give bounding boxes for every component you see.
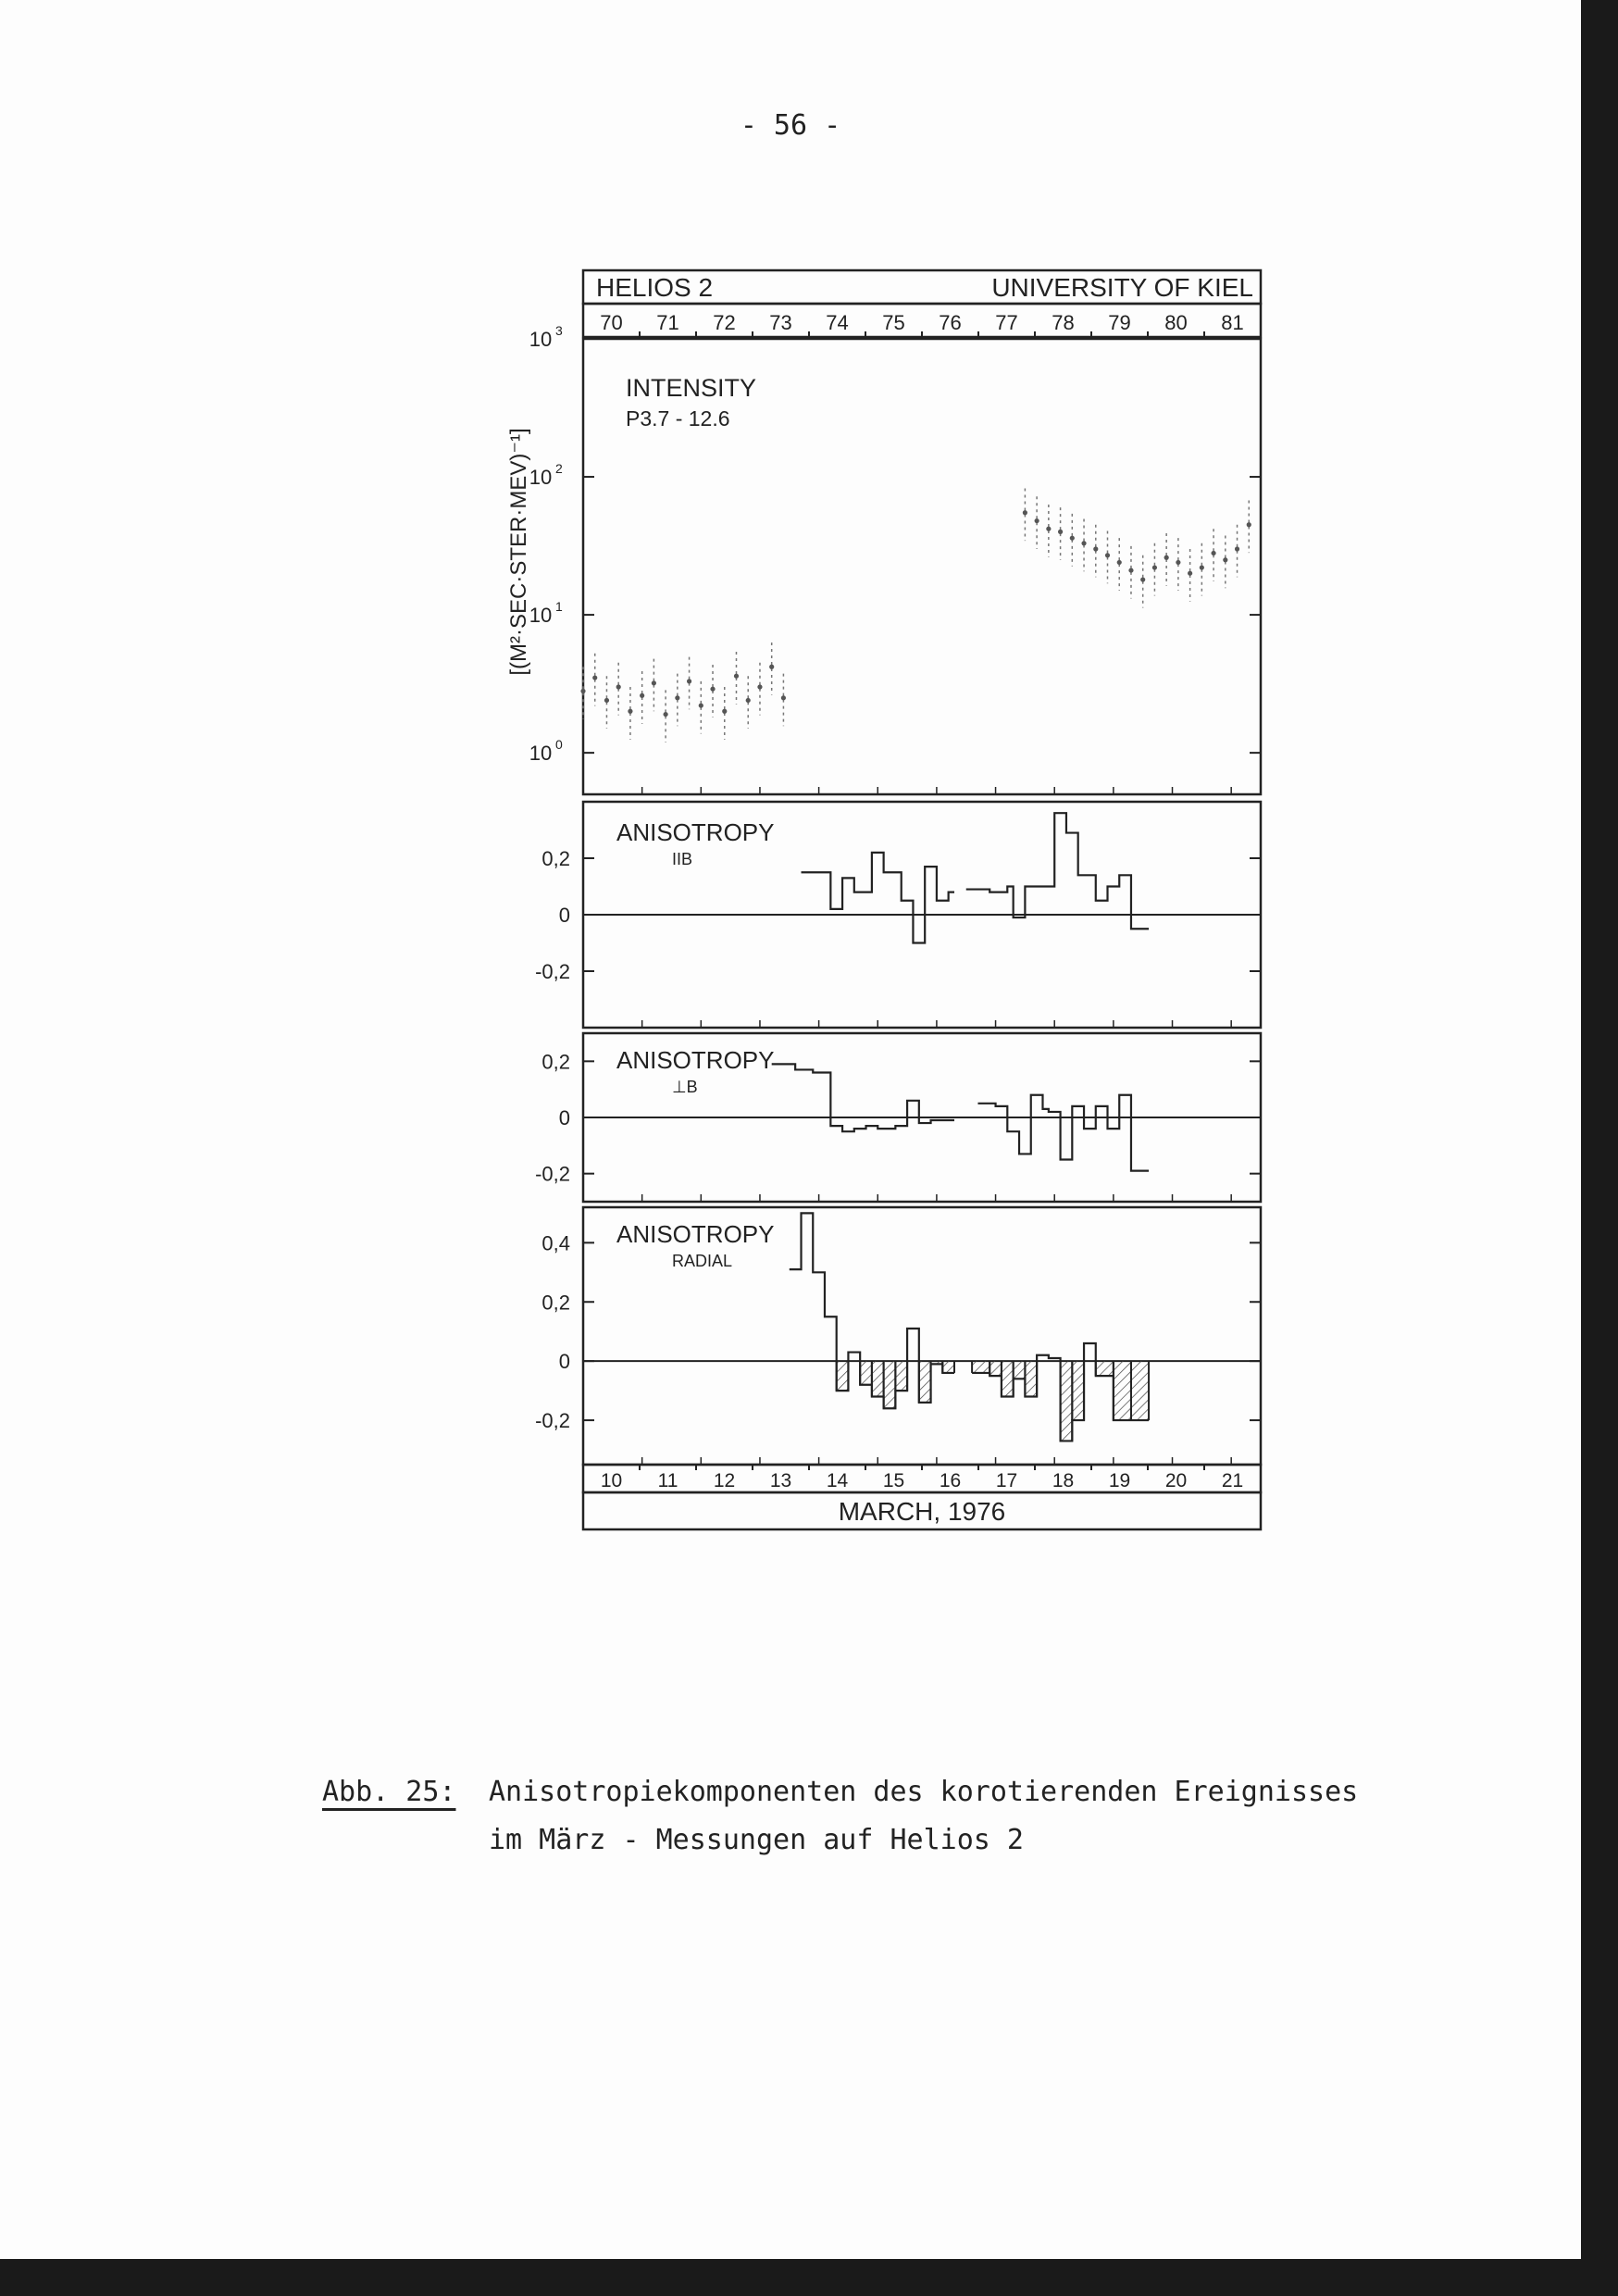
negative-bar-hatch	[872, 1361, 884, 1396]
y-tick-exponent: 2	[555, 461, 563, 477]
y-tick-exponent: 1	[555, 599, 563, 615]
top-tick-label: 79	[1108, 311, 1131, 334]
intensity-point	[699, 703, 703, 707]
bottom-tick-label: 21	[1221, 1470, 1244, 1491]
panel-sublabel-anisotropy: ⊥B	[672, 1078, 698, 1096]
anisotropy-step-line	[977, 1095, 1149, 1171]
negative-bar-hatch	[1096, 1361, 1114, 1376]
negative-bar-hatch	[972, 1361, 989, 1373]
negative-bar-hatch	[1061, 1361, 1073, 1441]
intensity-point	[1247, 522, 1251, 527]
negative-bar-hatch	[989, 1361, 1002, 1376]
bottom-tick-label: 13	[769, 1470, 792, 1491]
bottom-tick-label: 19	[1108, 1470, 1131, 1491]
y-tick-label: 0,2	[541, 1050, 570, 1074]
intensity-point	[734, 674, 739, 679]
intensity-point	[628, 709, 632, 714]
negative-bar-hatch	[860, 1361, 872, 1385]
x-axis-title: MARCH, 1976	[838, 1497, 1006, 1526]
intensity-point	[1188, 571, 1192, 576]
panel-sublabel-anisotropy: IIB	[672, 850, 693, 868]
intensity-point	[687, 679, 691, 683]
y-tick-label: 0	[558, 904, 570, 927]
negative-bar-hatch	[1002, 1361, 1014, 1396]
panel-sublabel-anisotropy: RADIAL	[672, 1252, 733, 1270]
intensity-point	[640, 693, 644, 698]
intensity-point	[722, 709, 727, 714]
negative-bar-hatch	[837, 1361, 849, 1391]
negative-bar-hatch	[942, 1361, 954, 1373]
header-left-label: HELIOS 2	[596, 273, 714, 302]
top-tick-label: 72	[713, 311, 736, 334]
y-tick-exponent: 0	[555, 737, 563, 753]
intensity-point	[1176, 560, 1180, 565]
intensity-point	[664, 712, 668, 717]
y-tick-label: 0,2	[541, 1291, 570, 1315]
intensity-point	[616, 684, 621, 689]
header-right-label: UNIVERSITY OF KIEL	[991, 273, 1253, 302]
panel-label-intensity: INTENSITY	[626, 374, 757, 402]
top-tick-label: 73	[769, 311, 792, 334]
caption-line-1: Anisotropiekomponenten des korotierenden Ereignisses	[489, 1776, 1359, 1808]
y-tick-label: -0,2	[535, 960, 570, 983]
anisotropy-step-line	[966, 813, 1149, 929]
bottom-tick-label: 20	[1164, 1470, 1188, 1491]
y-tick-label: 0,4	[541, 1231, 570, 1255]
bottom-tick-label: 17	[995, 1470, 1018, 1491]
bottom-tick-label: 11	[657, 1470, 678, 1491]
top-tick-label: 70	[600, 311, 623, 334]
bottom-tick-label: 18	[1052, 1470, 1075, 1491]
top-tick-label: 80	[1164, 311, 1188, 334]
intensity-point	[1164, 555, 1169, 560]
top-tick-label: 78	[1052, 311, 1075, 334]
bottom-tick-label: 16	[939, 1470, 962, 1491]
bottom-tick-label: 10	[600, 1470, 623, 1491]
intensity-point	[1046, 527, 1051, 531]
intensity-point	[604, 698, 609, 703]
intensity-point	[652, 680, 656, 685]
intensity-point	[592, 675, 597, 680]
anisotropy-step-line	[802, 853, 954, 943]
y-axis-title: [(M²·SEC·STER·MEV)⁻¹]	[506, 428, 531, 676]
intensity-point	[781, 695, 786, 700]
y-tick-label: -0,2	[535, 1162, 570, 1186]
panel-label-anisotropy: ANISOTROPY	[616, 1046, 775, 1074]
y-tick-label: -0,2	[535, 1409, 570, 1433]
intensity-point	[580, 689, 585, 693]
intensity-point	[1200, 565, 1204, 569]
negative-bar-hatch	[895, 1361, 907, 1391]
panel-sublabel-intensity: P3.7 - 12.6	[626, 406, 730, 430]
intensity-point	[1058, 530, 1063, 534]
y-tick-label: 0	[558, 1106, 570, 1129]
y-tick-label: 10	[529, 604, 553, 628]
bottom-tick-label: 15	[882, 1470, 905, 1491]
bottom-tick-label: 12	[713, 1470, 736, 1491]
negative-bar-hatch	[919, 1361, 931, 1403]
intensity-point	[769, 665, 774, 669]
caption-line-2: im März - Messungen auf Helios 2	[489, 1824, 1024, 1856]
negative-bar-hatch	[884, 1361, 896, 1408]
top-tick-label: 81	[1221, 311, 1244, 334]
top-tick-label: 74	[826, 311, 849, 334]
panel-label-anisotropy: ANISOTROPY	[616, 1220, 775, 1248]
intensity-point	[675, 695, 679, 700]
intensity-point	[746, 698, 751, 703]
top-tick-label: 76	[939, 311, 962, 334]
y-tick-label: 10	[529, 328, 553, 351]
negative-bar-hatch	[1014, 1361, 1026, 1379]
y-tick-label: 10	[529, 742, 553, 766]
y-tick-label: 0	[558, 1350, 570, 1374]
negative-bar-hatch	[1025, 1361, 1037, 1396]
intensity-point	[1128, 568, 1133, 572]
y-tick-label: 0,2	[541, 847, 570, 870]
intensity-point	[1211, 551, 1215, 555]
intensity-point	[757, 684, 762, 689]
intensity-point	[1081, 541, 1086, 545]
intensity-point	[1223, 557, 1227, 562]
intensity-point	[1140, 577, 1145, 581]
intensity-point	[1023, 510, 1027, 515]
y-tick-exponent: 3	[555, 323, 563, 338]
bottom-tick-label: 14	[826, 1470, 849, 1491]
intensity-point	[710, 687, 715, 692]
intensity-point	[1093, 546, 1098, 551]
top-tick-label: 75	[882, 311, 905, 334]
figure-caption	[322, 1768, 1358, 1865]
negative-bar-hatch	[1072, 1361, 1084, 1420]
intensity-point	[1117, 560, 1122, 565]
negative-bar-hatch	[1114, 1361, 1131, 1420]
panel-label-anisotropy: ANISOTROPY	[616, 818, 775, 846]
top-tick-label: 77	[995, 311, 1018, 334]
intensity-point	[1070, 536, 1075, 541]
y-tick-label: 10	[529, 466, 553, 490]
top-tick-label: 71	[656, 311, 679, 334]
page-number: - 56 -	[740, 109, 841, 142]
intensity-point	[1152, 565, 1157, 569]
intensity-point	[1035, 518, 1039, 523]
intensity-point	[1105, 553, 1110, 557]
caption-label: Abb. 25:	[322, 1776, 456, 1808]
intensity-point	[1235, 546, 1239, 551]
negative-bar-hatch	[1131, 1361, 1149, 1420]
anisotropy-step-line	[772, 1064, 954, 1131]
